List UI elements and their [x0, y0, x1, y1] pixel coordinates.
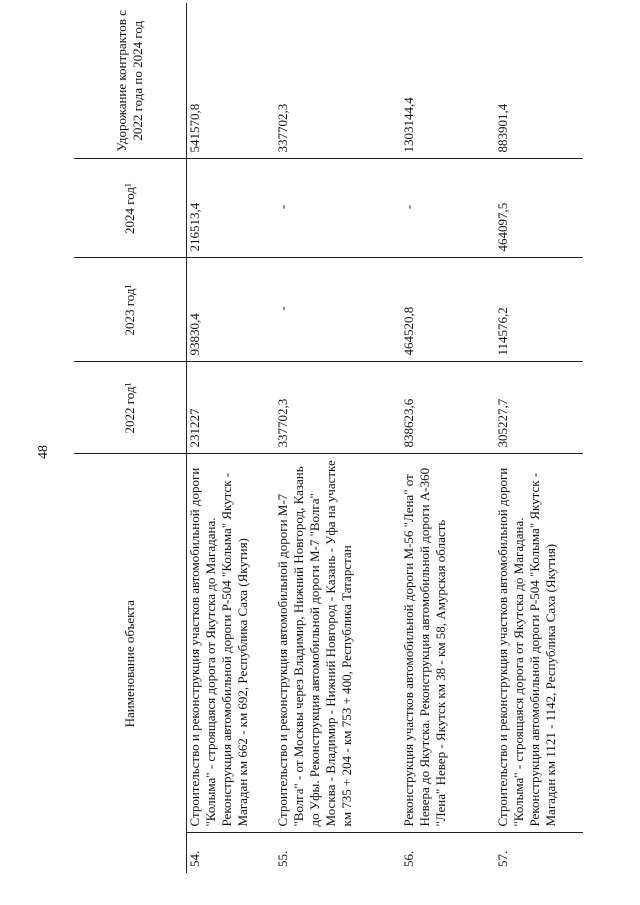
value-2024: 216513,4 — [187, 159, 275, 258]
value-2024: - — [275, 159, 401, 258]
object-name: Реконструкция участков автомобильной дороги М-56 "Лена" от Невера до Якутска. Реконструкция автомобильной дороги А-360 "Лена" Невер - Якутск км 38 - км 58, Амурская область — [401, 454, 495, 833]
cost-increase-table — [74, 3, 583, 873]
table-row — [495, 3, 583, 873]
row-number: 57. — [494, 850, 510, 867]
row-number: 54. — [187, 850, 202, 867]
table-row — [275, 3, 401, 873]
table-row — [187, 3, 275, 873]
table-header-row — [74, 3, 187, 873]
value-2024: 464097,5 — [495, 159, 583, 258]
header-total-increase: Удорожание контрактов с 2022 года по 2024 год — [74, 3, 187, 159]
value-2023: 114576,2 — [495, 258, 583, 362]
table-row — [401, 3, 495, 873]
header-year-2024: 2024 год¹ — [74, 159, 187, 258]
value-2023: 93830,4 — [187, 258, 275, 362]
value-total: 1303144,4 — [401, 3, 495, 159]
value-2022: 305227,7 — [495, 362, 583, 454]
value-2022: 231227 — [187, 362, 275, 454]
value-total: 883901,4 — [495, 3, 583, 159]
value-2023: 464520,8 — [401, 258, 495, 362]
object-name: Строительство и реконструкция автомобильной дороги М-7 "Волга" - от Москвы через Владимир, Нижний Новгород, Казань до Уфы. Реконструкция автомобильной дороги М-7 "Волга" Москва - Владимир - Нижний Новгород - Казань - Уфа на участке км 735 + 204 - км 753 + 400, Республика Татарстан — [275, 454, 401, 833]
value-total: 337702,3 — [275, 3, 401, 159]
object-name: Строительство и реконструкция участков автомобильной дороги "Колыма" - строящаяся дорога от Якутска до Магадана. Реконструкция автомобильной дороги Р-504 "Колыма" Якутск - Магадан км 1121 - 1142, Республика Саха (Якутия) — [495, 454, 583, 833]
page-number: 48 — [36, 445, 51, 459]
row-number: 55. — [274, 850, 290, 867]
header-year-2022: 2022 год¹ — [74, 362, 187, 454]
value-2024: - — [401, 159, 495, 258]
value-total: 541570,8 — [187, 3, 275, 159]
value-2022: 337702,3 — [275, 362, 401, 454]
header-object-name: Наименование объекта — [74, 454, 187, 873]
value-2022: 838623,6 — [401, 362, 495, 454]
header-year-2023: 2023 год¹ — [74, 258, 187, 362]
row-number: 56. — [400, 850, 416, 867]
value-2023: - — [275, 258, 401, 362]
object-name: Строительство и реконструкция участков автомобильной дороги "Колыма" - строящаяся дорога от Якутска до Магадана. Реконструкция автомобильной дороги Р-504 "Колыма" Якутск - Магадан км 662 - км 692, Республика Саха (Якутия) — [187, 454, 275, 833]
